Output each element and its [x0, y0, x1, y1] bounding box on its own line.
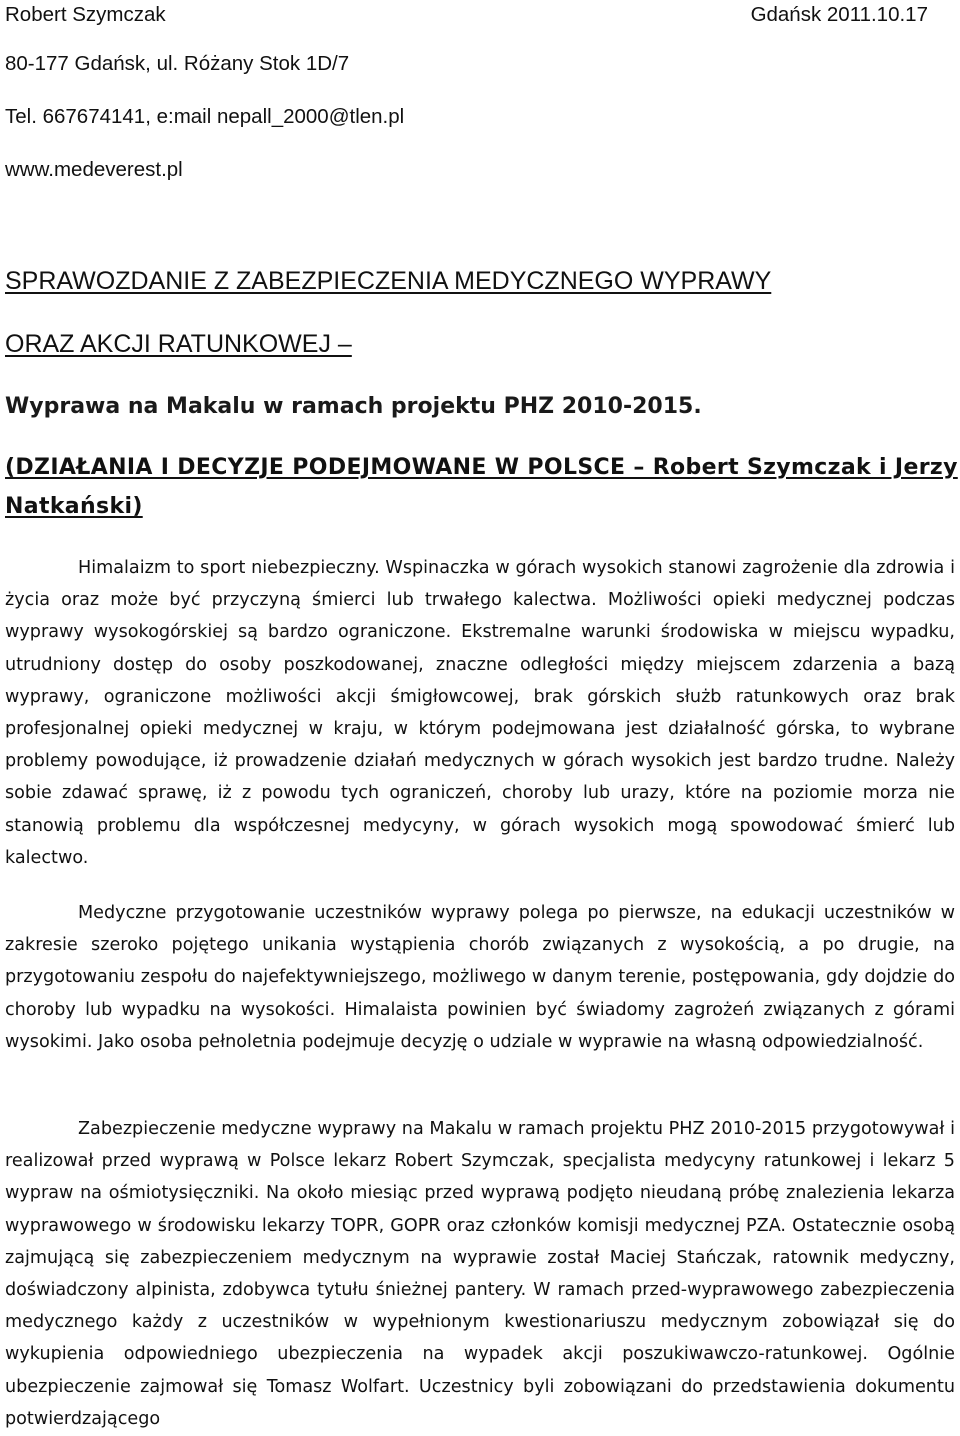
- section-heading-line-2: Natkański): [5, 494, 143, 519]
- author-name: Robert Szymczak: [5, 3, 166, 26]
- phone-email-line: Tel. 667674141, e:mail nepall_2000@tlen.pl: [5, 105, 405, 128]
- paragraph-3: Zabezpieczenie medyczne wyprawy na Makalu w ramach projektu PHZ 2010-2015 przygotowywał i realizował przed wyprawą w Polsce lekarz Robert Szymczak, specjalista medycyny ratunkowej i lekarz 5 wypraw na ośmiotysięczniki. Na około miesiąc przed wyprawą podjęto nieudaną próbę znalezienia lekarza wyprawowego w środowisku lekarzy TOPR, GOPR oraz członków komisji medycznej PZA. Ostatecznie osobą zajmującą się zabezpieczeniem medycznym na wyprawie został Maciej Stańczak, ratownik medyczny, doświadczony alpinista, zdobywca tytułu śnieżnej pantery. W ramach przed-wyprawowego zabezpieczenia medycznego każdy z uczestników w wypełnionym kwestionariuszu medycznym zobowiązał się do wykupienia odpowiedniego ubezpieczenia na wypadek akcji poszukiwawczo-ratunkowej. Ogólnie ubezpieczenie zajmował się Tomasz Wolfart. Uczestnicy byli zobowiązani do przedstawienia dokumentu potwierdzającego: [5, 1119, 955, 1429]
- report-title-line-1: SPRAWOZDANIE Z ZABEZPIECZENIA MEDYCZNEGO WYPRAWY: [5, 267, 772, 295]
- paragraph-1: Himalaizm to sport niebezpieczny. Wspinaczka w górach wysokich stanowi zagrożenie dla zdrowia i życia oraz może być przyczyną śmierci lub trwałego kalectwa. Możliwości opieki medycznej podczas wyprawy wysokogórskiej są bardzo ograniczone. Ekstremalne warunki środowiska w miejscu wypadku, utrudniony dostęp do osoby poszkodowanej, znaczne odległości między miejscem zdarzenia a bazą wyprawy, ograniczone możliwości akcji śmigłowcowej, brak górskich służb ratunkowych oraz brak profesjonalnej opieki medycznej w kraju, w którym podejmowana jest działalność górska, to wybrane problemy powodujące, iż prowadzenie działań medycznych w górach wysokich jest bardzo trudne. Należy sobie zdawać sprawę, iż z powodu tych ograniczeń, choroby lub urazy, które na poziomie morza nie stanowią problemu dla współczesnej medycyny, w górach wysokich mogą spowodować śmierć lub kalectwo.: [5, 558, 955, 868]
- report-subtitle: Wyprawa na Makalu w ramach projektu PHZ 2010-2015.: [5, 394, 702, 419]
- website-line: www.medeverest.pl: [5, 158, 183, 181]
- letter-header: [5, 2, 928, 28]
- place-and-date: Gdańsk 2011.10.17: [750, 3, 928, 26]
- section-heading-line-1: (DZIAŁANIA I DECYZJE PODEJMOWANE W POLSCE – Robert Szymczak i Jerzy: [5, 455, 958, 480]
- report-title-line-2: ORAZ AKCJI RATUNKOWEJ –: [5, 330, 352, 358]
- address-line: 80-177 Gdańsk, ul. Różany Stok 1D/7: [5, 52, 350, 75]
- paragraph-2: Medyczne przygotowanie uczestników wyprawy polega po pierwsze, na edukacji uczestników w zakresie szeroko pojętego unikania wystąpienia chorób związanych z wysokością, a po drugie, na przygotowaniu zespołu do najefektywniejszego, możliwego w danym terenie, postępowania, gdy dojdzie do choroby lub wypadku na wysokości. Himalaista powinien być świadomy zagrożeń związanych z górami wysokimi. Jako osoba pełnoletnia podejmuje decyzję o udziale w wyprawie na własną odpowiedzialność.: [5, 903, 955, 1052]
